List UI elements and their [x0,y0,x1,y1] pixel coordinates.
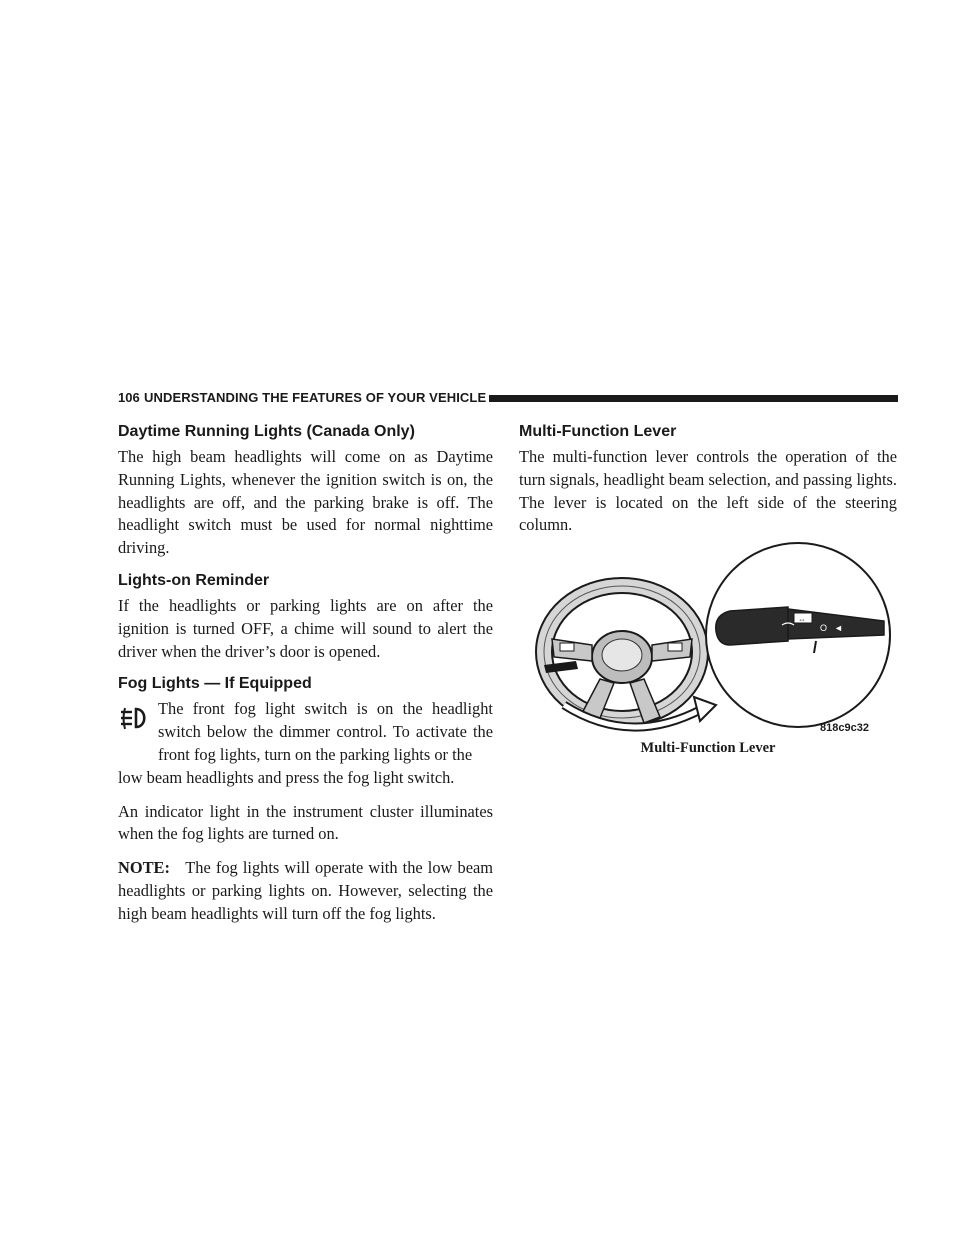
figure-caption: Multi-Function Lever [640,740,776,756]
fog-note [118,857,493,925]
note-body: The fog lights will operate with the low beam headlights or parking lights on. However, selecting the high beam headlights will turn off the fog lights. [118,858,494,923]
svg-text:O: O [820,623,828,633]
lever-body: The multi-function lever controls the operation of the turn signals, headlight beam selection, and passing lights. The lever is located on the left side of the steering column. [519,447,897,535]
right-column [519,422,897,537]
fog-block [118,698,493,789]
figure-id: 818c9c32 [820,722,869,734]
drl-body: The high beam headlights will come on as Daytime Running Lights, whenever the ignition switch is on, the headlights are off, and the parking brake is off. The headlight switch must be used for normal nighttime driving. [118,447,493,558]
header-rule [489,395,898,402]
reminder-heading: Lights-on Reminder [118,571,270,589]
fog-light-icon [118,704,150,732]
section-title: UNDERSTANDING THE FEATURES OF YOUR VEHICLE [144,390,487,405]
running-header [118,389,898,407]
svg-text:◄: ◄ [834,623,843,633]
lever-heading: Multi-Function Lever [519,423,677,440]
fog-indicator-text: An indicator light in the instrument cluster illuminates when the fog lights are turned on. [118,801,493,844]
fog-heading: Fog Lights — If Equipped [118,675,312,693]
note-label: NOTE: [118,858,170,878]
multi-function-lever-illustration [530,537,898,742]
drl-heading: Daytime Running Lights (Canada Only) [118,423,415,440]
page-number: 106 [118,390,140,405]
svg-text:⇔: ⇔ [798,615,806,624]
left-column [118,422,493,926]
reminder-body: If the headlights or parking lights are on after the ignition is turned OFF, a chime will sound to alert the driver when the driver’s door is opened. [118,595,493,661]
fog-body-2: low beam headlights and press the fog light switch. [118,767,455,787]
fog-body-1: The front fog light switch is on the headlight switch below the dimmer control. To activate the front fog lights, turn on the parking lights or the [158,699,493,764]
